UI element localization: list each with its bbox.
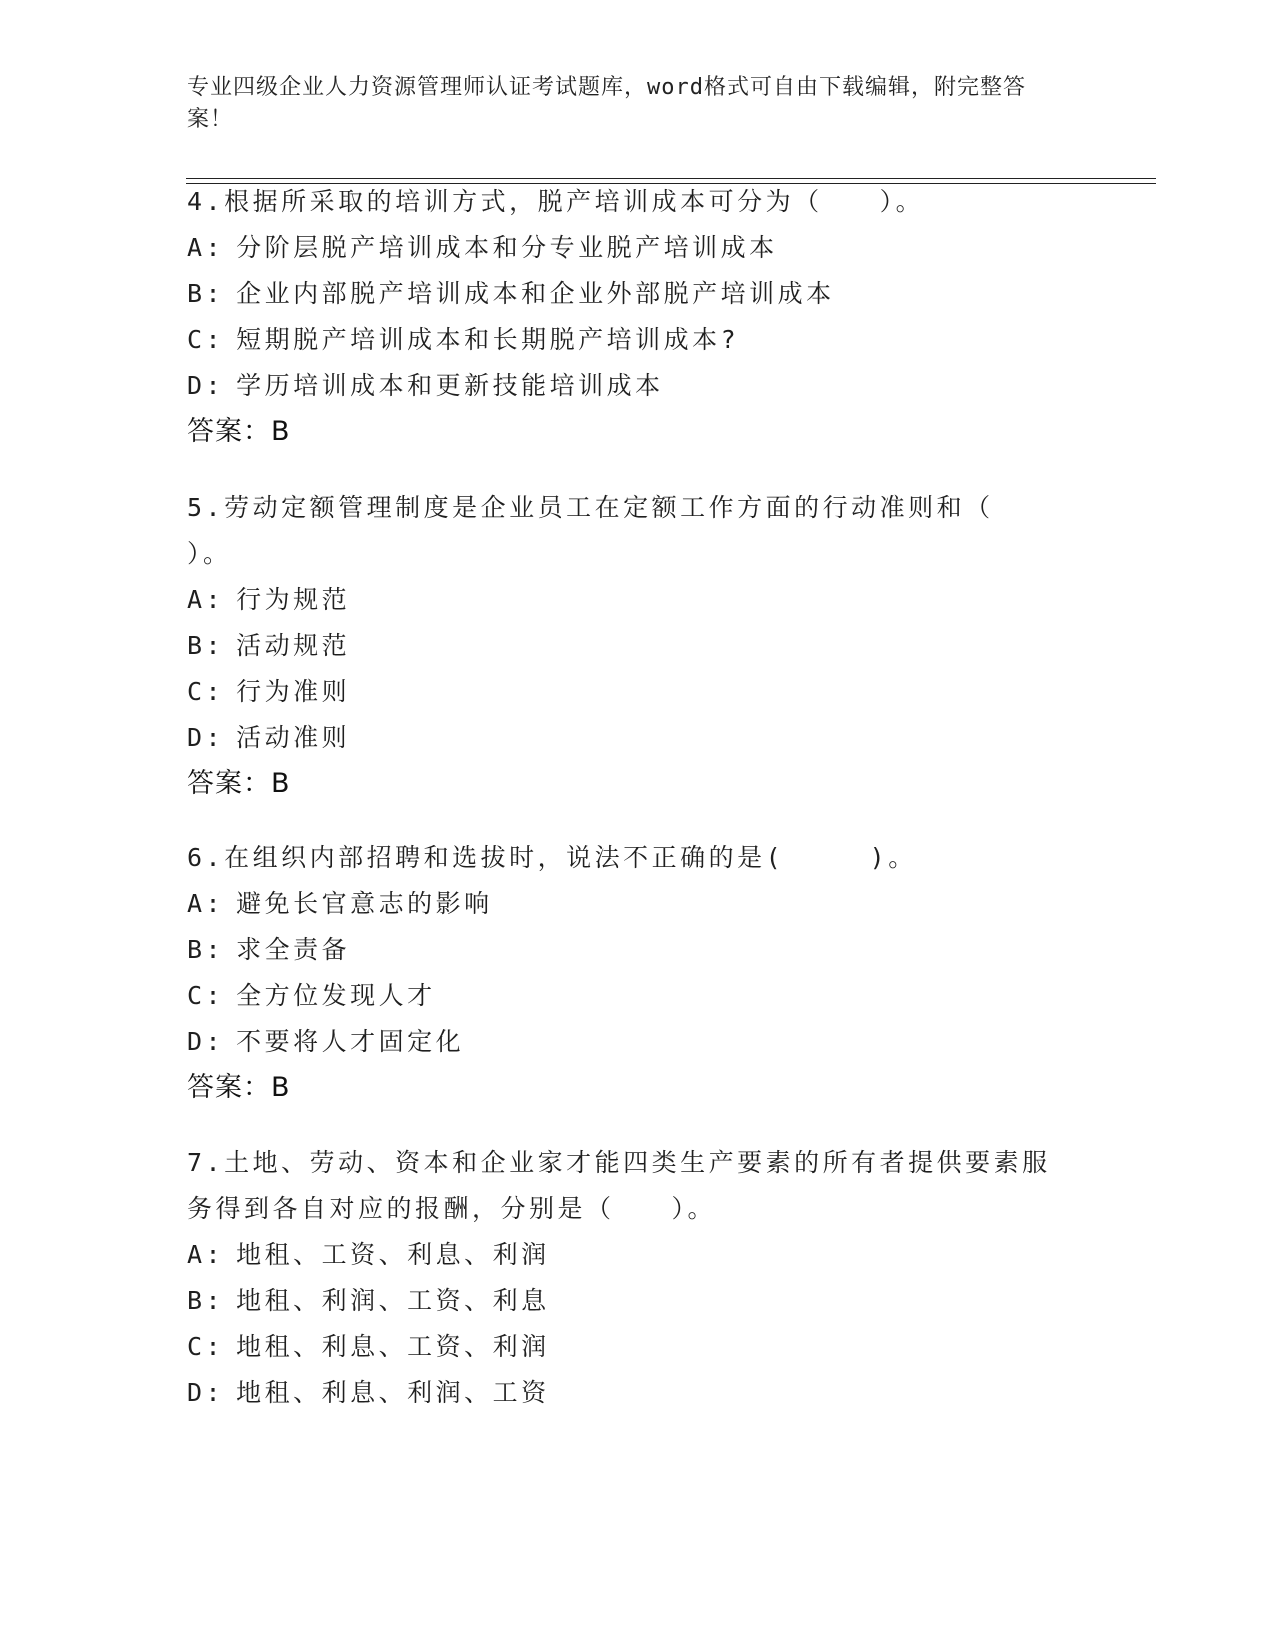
option-a (187, 881, 1087, 927)
option-text: 避免长官意志的影响 (236, 889, 493, 918)
option-text: 学历培训成本和更新技能培训成本 (236, 371, 664, 400)
question-stem: 4.根据所采取的培训方式，脱产培训成本可分为（ ）。 (187, 187, 925, 216)
option-text: 全方位发现人才 (236, 981, 436, 1010)
option-text: 不要将人才固定化 (236, 1027, 465, 1056)
question-block-5 (187, 485, 1087, 807)
question-stem: 5.劳动定额管理制度是企业员工在定额工作方面的行动准则和（ (187, 493, 994, 522)
question-block-7 (187, 1140, 1087, 1416)
option-letter: C: (187, 981, 225, 1010)
option-letter: A: (187, 233, 225, 262)
option-letter: D: (187, 371, 225, 400)
option-b (187, 927, 1087, 973)
option-a (187, 577, 1087, 623)
question-stem-continued: ）。 (187, 539, 232, 568)
option-letter: C: (187, 677, 225, 706)
option-c (187, 669, 1087, 715)
option-a (187, 1232, 1087, 1278)
option-b (187, 1278, 1087, 1324)
option-letter: B: (187, 1286, 225, 1315)
option-letter: D: (187, 1027, 225, 1056)
question-stem: 7.土地、劳动、资本和企业家才能四类生产要素的所有者提供要素服 (187, 1148, 1051, 1177)
option-b (187, 623, 1087, 669)
option-text: 地租、利润、工资、利息 (236, 1286, 550, 1315)
option-text: 地租、利息、工资、利润 (236, 1332, 550, 1361)
option-text: 活动准则 (236, 723, 351, 752)
option-letter: D: (187, 1378, 225, 1407)
option-d (187, 715, 1087, 761)
document-header: 专业四级企业人力资源管理师认证考试题库，word格式可自由下载编辑，附完整答案！ (187, 75, 1026, 132)
option-letter: B: (187, 935, 225, 964)
question-block-4 (187, 179, 1087, 455)
option-letter: A: (187, 889, 225, 918)
answer-line: 答案：B (187, 1072, 291, 1103)
option-letter: C: (187, 1332, 225, 1361)
option-text: 求全责备 (236, 935, 351, 964)
option-text: 活动规范 (236, 631, 351, 660)
option-text: 分阶层脱产培训成本和分专业脱产培训成本 (236, 233, 778, 262)
answer-line: 答案：B (187, 768, 291, 799)
option-c (187, 973, 1087, 1019)
option-letter: A: (187, 585, 225, 614)
option-c (187, 317, 1087, 363)
option-c (187, 1324, 1087, 1370)
answer-line: 答案：B (187, 416, 291, 447)
question-stem: 6.在组织内部招聘和选拔时，说法不正确的是( )。 (187, 843, 917, 872)
option-text: 企业内部脱产培训成本和企业外部脱产培训成本 (236, 279, 835, 308)
option-d (187, 363, 1087, 409)
option-text: 短期脱产培训成本和长期脱产培训成本? (236, 325, 740, 354)
option-b (187, 271, 1087, 317)
option-text: 地租、利息、利润、工资 (236, 1378, 550, 1407)
question-block-6 (187, 835, 1087, 1111)
option-letter: C: (187, 325, 225, 354)
option-text: 行为准则 (236, 677, 351, 706)
option-letter: A: (187, 1240, 225, 1269)
option-a (187, 225, 1087, 271)
option-d (187, 1019, 1087, 1065)
option-text: 行为规范 (236, 585, 351, 614)
question-stem-continued: 务得到各自对应的报酬，分别是（ ）。 (187, 1194, 717, 1223)
option-letter: B: (187, 631, 225, 660)
option-text: 地租、工资、利息、利润 (236, 1240, 550, 1269)
option-letter: D: (187, 723, 225, 752)
option-letter: B: (187, 279, 225, 308)
option-d (187, 1370, 1087, 1416)
